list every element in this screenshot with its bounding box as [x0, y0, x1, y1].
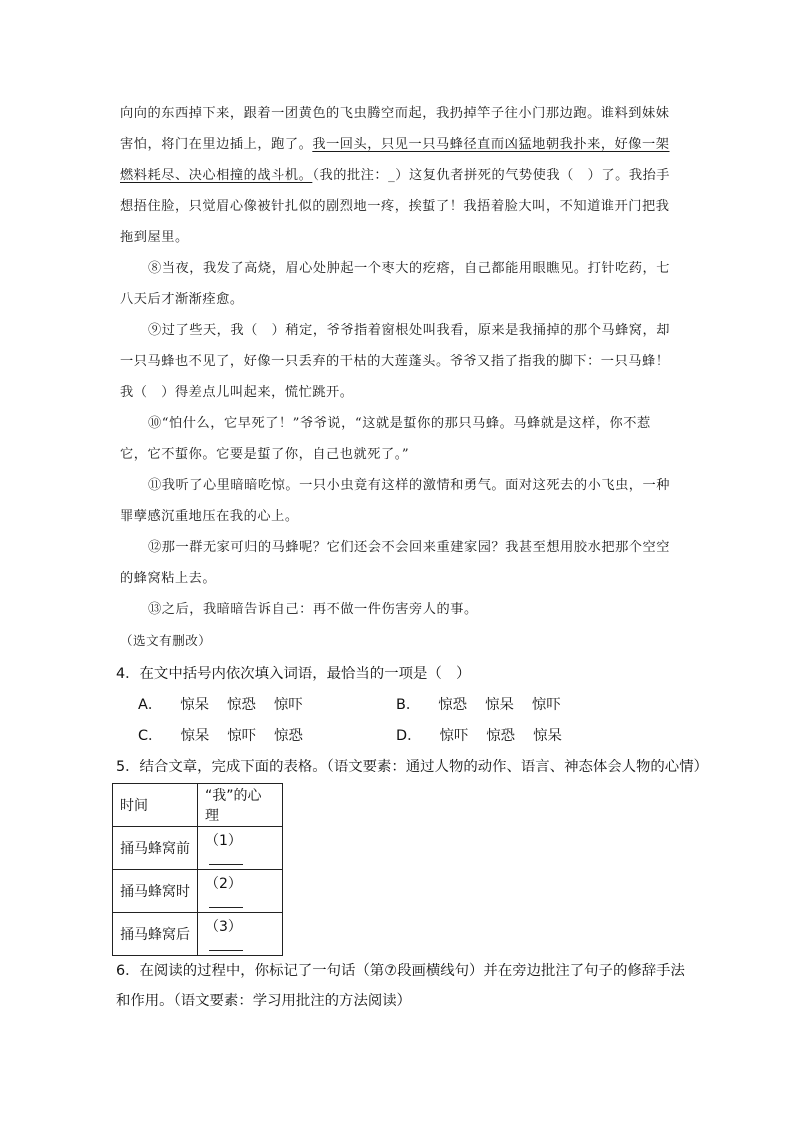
option-word: 惊吓 [531, 697, 561, 713]
option-word: 惊吓 [273, 697, 303, 713]
blank-label: （2） [205, 875, 242, 892]
blank-line [209, 936, 243, 951]
paragraph-9: ⑨过了些天，我（ ）稍定，爷爷指着窗根处叫我看，原来是我捅掉的那个马蜂窝，却一只马蜂也不见了，好像一只丢弃的干枯的大莲蓬头。爷爷又指了指我的脚下：一只马蜂！我（ ）得差点儿叫起来，慌忙跳开。 [120, 323, 671, 400]
answer-blank-1[interactable] [198, 827, 283, 870]
option-c[interactable] [138, 721, 303, 752]
answer-blank-2[interactable] [198, 870, 283, 913]
blank-label: （3） [205, 918, 242, 935]
option-d[interactable] [396, 721, 562, 752]
blank-label: （1） [205, 832, 242, 849]
blank-line [209, 893, 243, 908]
paragraph-11: ⑪我听了心里暗暗吃惊。一只小虫竟有这样的激情和勇气。面对这死去的小飞虫，一种罪孽感沉重地压在我的心上。 [120, 478, 671, 524]
option-word: 惊恐 [486, 728, 516, 744]
table-cell-time: 捅马蜂窝时 [113, 870, 198, 913]
paragraph-7 [120, 98, 676, 253]
table-header-row [113, 784, 283, 827]
source-note: （选文有删改） [120, 633, 212, 648]
reading-passage [120, 98, 676, 656]
paragraph-7-annotation: （我的批注：_）这复仇者拼死的气势使我（ ）了。我抬手想捂住脸，只觉眉心像被针扎似的剧烈地一疼，挨蜇了！我捂着脸大叫，不知道谁开门把我拖到屋里。 [120, 168, 671, 245]
paragraph-8: ⑧当夜，我发了高烧，眉心处肿起一个枣大的疙瘩，自己都能用眼瞧见。打针吃药，七八天后才渐渐痊愈。 [120, 261, 671, 307]
paragraph-12: ⑫那一群无家可归的马蜂呢？它们还会不会回来重建家园？我甚至想用胶水把那个空空的蜂窝粘上去。 [120, 540, 671, 586]
option-word: 惊呆 [533, 728, 562, 744]
option-word: 惊恐 [274, 728, 303, 744]
option-word: 惊呆 [485, 697, 514, 713]
option-word: 惊恐 [438, 697, 468, 713]
question-4-options [138, 690, 598, 752]
option-letter: D． [396, 728, 422, 744]
question-6-stem: 6．在阅读的过程中，你标记了一句话（第⑦段画横线句）并在旁边批注了句子的修辞手法和作用。（语文要素：学习用批注的方法阅读） [116, 963, 685, 1009]
table-cell-time: 捅马蜂窝后 [113, 913, 198, 956]
option-word: 惊吓 [227, 728, 257, 744]
paragraph-7-text: 向向的东西掉下来，跟着一团黄色的飞虫腾空而起，我扔掉竿子往小门那边跑。谁料到妹妹害怕，将门在里边插上，跑了。 [120, 106, 670, 152]
table-header-time: 时间 [113, 784, 198, 827]
table-cell-time: 捅马蜂窝前 [113, 827, 198, 870]
option-a[interactable] [138, 690, 303, 721]
option-word: 惊呆 [180, 697, 210, 713]
paragraph-10: ⑩“怕什么，它早死了！”爷爷说，“这就是蜇你的那只马蜂。马蜂就是这样，你不惹它，它不蜇你。它要是蜇了你，自己也就死了。” [120, 416, 651, 462]
table-row [113, 827, 283, 870]
question-5-stem: 5．结合文章，完成下面的表格。（语文要素：通过人物的动作、语言、神态体会人物的心情） [116, 759, 708, 775]
table-row [113, 870, 283, 913]
mood-table [112, 783, 283, 956]
option-b[interactable] [396, 690, 561, 721]
option-word: 惊呆 [180, 728, 210, 744]
option-letter: B． [396, 697, 421, 713]
option-word: 惊恐 [227, 697, 256, 713]
option-letter: C． [138, 728, 163, 744]
table-row [113, 913, 283, 956]
answer-blank-3[interactable] [198, 913, 283, 956]
option-letter: A． [138, 697, 163, 713]
paragraph-13: ⑬之后，我暗暗告诉自己：再不做一件伤害旁人的事。 [148, 602, 478, 617]
question-4-stem: 4．在文中括号内依次填入词语，最恰当的一项是（ ） [116, 666, 471, 682]
table-header-mood: “我”的心理 [198, 784, 283, 827]
option-word: 惊吓 [439, 728, 469, 744]
underlined-sentence: 我一回头，只见一只马蜂径直而凶猛地朝我扑来，好像一架燃料耗尽、决心相撞的战斗机。 [120, 137, 670, 183]
blank-line [209, 850, 243, 865]
